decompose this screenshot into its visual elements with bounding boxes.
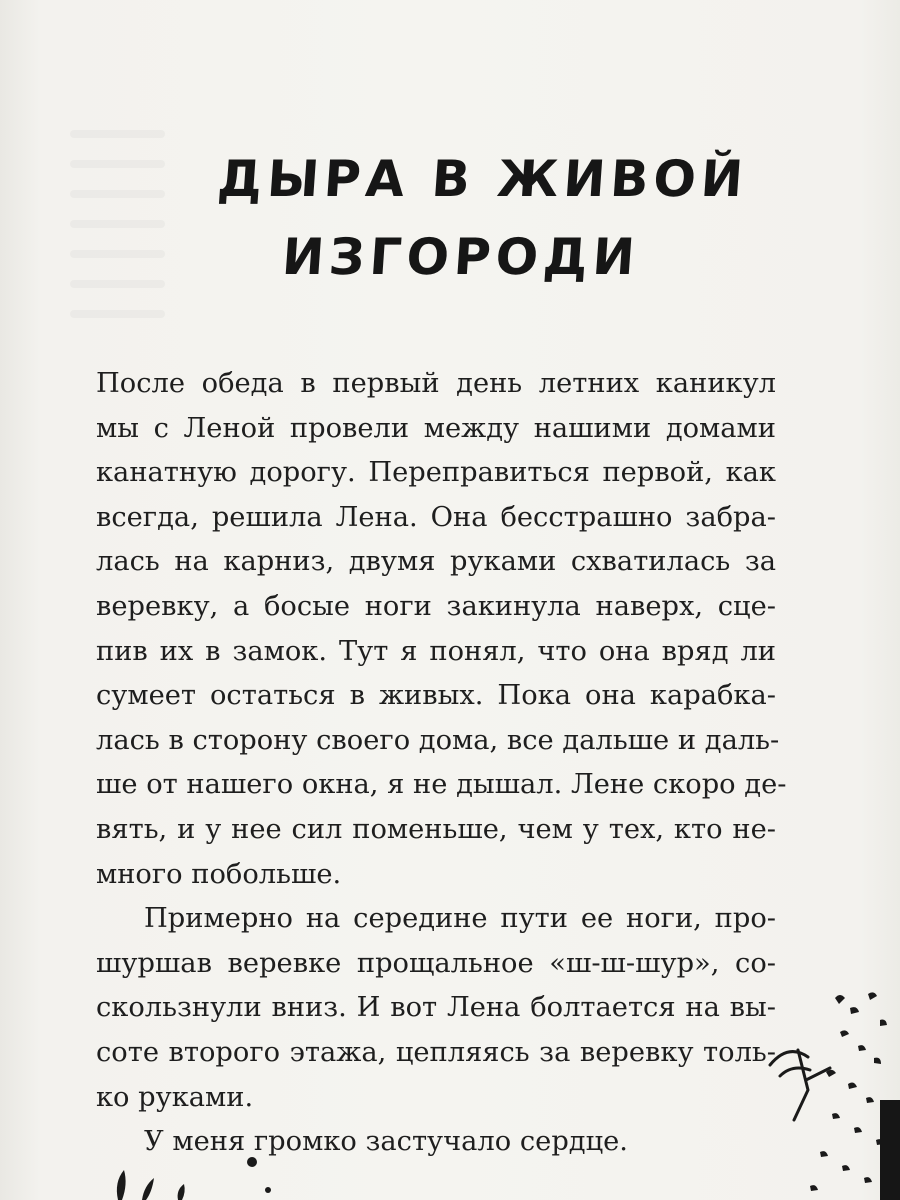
text-line: всегда, решила Лена. Она бесстрашно забра-: [96, 501, 776, 533]
text-line: лась в сторону своего дома, все дальше и даль-: [96, 724, 780, 756]
text-line: соте второго этажа, цепляясь за веревку толь-: [96, 1036, 776, 1068]
text-line: скользнули вниз. И вот Лена болтается на вы-: [96, 992, 776, 1024]
text-line: вять, и у нее сил поменьше, чем у тех, кто не-: [96, 813, 776, 845]
text-line: мы с Леной провели между нашими домами: [96, 412, 776, 444]
chapter-body: [96, 362, 787, 1165]
text-line: канатную дорогу. Переправиться первой, как: [96, 457, 776, 489]
text-line: После обеда в первый день летних каникул: [96, 368, 776, 399]
chapter-title-line-1: ДЫРА В ЖИВОЙ: [215, 150, 750, 208]
chapter-title-line-2: ИЗГОРОДИ: [280, 228, 642, 286]
text-line: сумеет остаться в живых. Пока она карабка-: [96, 680, 776, 712]
chapter-title: [210, 140, 750, 296]
text-line: много побольше.: [96, 858, 342, 890]
text-line: веревку, а босые ноги закинула наверх, сце-: [96, 590, 776, 622]
text-line: ше от нашего окна, я не дышал. Лене скоро де-: [96, 769, 787, 801]
text-line: Примерно на середине пути ее ноги, про-: [144, 903, 776, 935]
paragraph-1: [96, 362, 787, 897]
text-line: лась на карниз, двумя руками схватилась за: [96, 546, 776, 578]
bleed-through-shadow: [70, 130, 165, 360]
text-line: шуршав веревке прощальное «ш-ш-шур», со-: [96, 947, 776, 979]
text-line: пив их в замок. Тут я понял, что она вряд ли: [96, 635, 776, 667]
text-line: У меня громко застучало сердце.: [144, 1126, 628, 1158]
text-line: ко руками.: [96, 1081, 254, 1113]
paragraph-3: [96, 1120, 776, 1165]
paragraph-2: [96, 897, 776, 1120]
